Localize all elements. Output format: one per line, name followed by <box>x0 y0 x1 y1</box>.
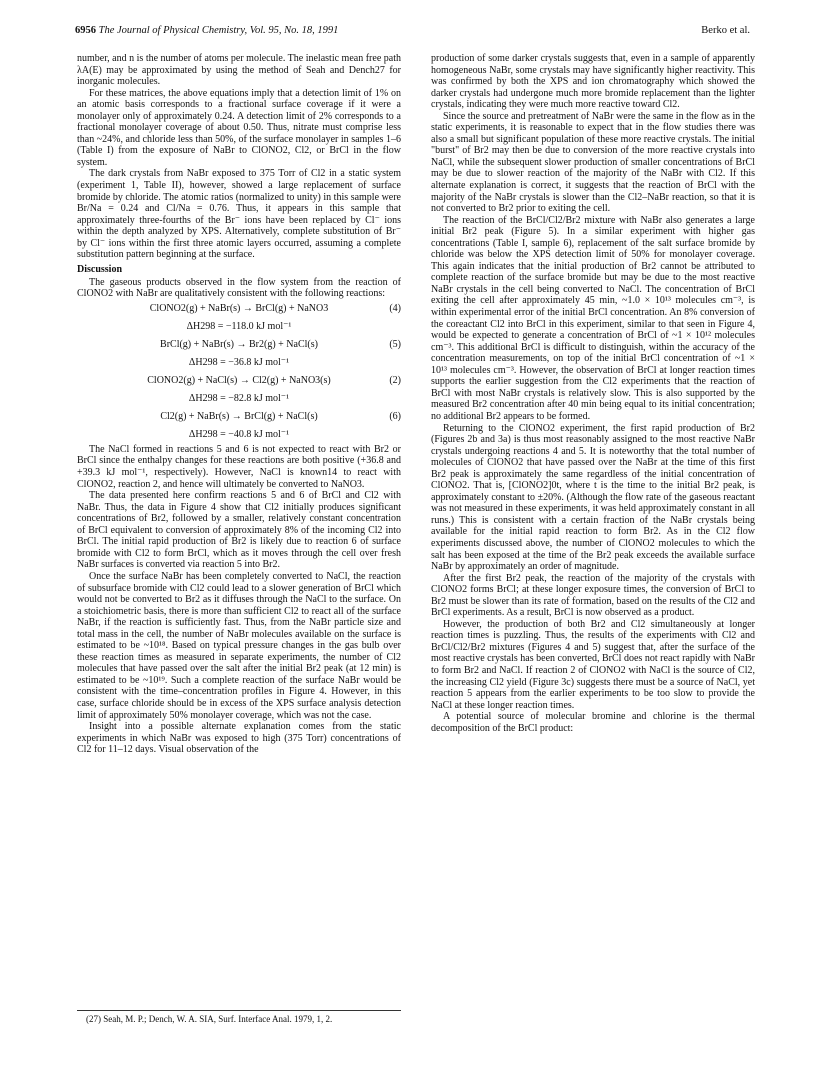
paragraph: number, and n is the number of atoms per molecule. The inelastic mean free path λA(E) may be approximated by using the method of Seah and Dench27 for inorganic molecules. <box>77 53 401 88</box>
equation-text: BrCl(g) + NaBr(s) → Br2(g) + NaCl(s) <box>160 338 318 350</box>
equation-number: (6) <box>389 410 401 422</box>
equation-number: (2) <box>389 374 401 386</box>
right-column <box>431 53 755 734</box>
equation-text: Cl2(g) + NaBr(s) → BrCl(g) + NaCl(s) <box>160 410 318 422</box>
paragraph: After the first Br2 peak, the reaction of the majority of the crystals with ClONO2 forms BrCl; at these longer exposure times, the conversion of BrCl to Br2 must be slower than its rate of formation, based on the results of the Cl2 and BrCl experiments. As a result, BrCl is now observed as a product. <box>431 572 755 619</box>
enthalpy-value: ΔH298 = −118.0 kJ mol⁻¹ <box>186 320 292 332</box>
footnote: (27) Seah, M. P.; Dench, W. A. SIA, Surf. Interface Anal. 1979, 1, 2. <box>86 1014 333 1024</box>
paragraph: For these matrices, the above equations imply that a detection limit of 1% on an atomic basis corresponds to a fractional surface coverage if it were a monolayer only of approximately 0.24. A detection limit of 2% corresponds to a fractional monolayer coverage of about 0.50. Thus, nitrate must comprise less than ~24%, and chloride less than 50%, of the surface monolayer in samples 1–6 (Table I) from the exposure of NaBr to ClONO2, Cl2, or BrCl in the flow system. <box>77 87 401 168</box>
equation <box>77 336 401 354</box>
paragraph: Since the source and pretreatment of NaBr were the same in the flow as in the static experiments, it is reasonable to expect that in the flow studies there was also a small but significant population of these more reactive crystals. The initial "burst" of Br2 may then be due to conversion of the more reactive crystals into NaCl, while the subsequent slower production of smaller concentrations of BrCl may be due to slower reaction of the majority of the NaBr with Cl2. If this alternate explanation is correct, it suggests that the reaction of BrCl with the majority of the NaBr crystals is slower than the Cl2–NaBr reaction, so that it is not converted to Br2 prior to exiting the cell. <box>431 110 755 215</box>
journal-citation: The Journal of Physical Chemistry, Vol. 95, No. 18, 1991 <box>98 25 339 36</box>
page-number: 6956 <box>75 25 96 36</box>
equation <box>77 408 401 426</box>
paragraph: The gaseous products observed in the flow system from the reaction of ClONO2 with NaBr are qualitatively consistent with the following reactions: <box>77 276 401 300</box>
paragraph: The NaCl formed in reactions 5 and 6 is not expected to react with Br2 or BrCl since the enthalpy changes for these reactions are both positive (+36.8 and +39.3 kJ mol⁻¹, respectively). However, NaCl is known14 to react with ClONO2, reaction 2, and hence will ultimately be converted to NaNO3. <box>77 443 401 490</box>
paragraph: A potential source of molecular bromine and chlorine is the thermal decomposition of the BrCl product: <box>431 711 755 734</box>
equation <box>77 300 401 318</box>
section-heading: Discussion <box>77 263 123 275</box>
paragraph: Returning to the ClONO2 experiment, the first rapid production of Br2 (Figures 2b and 3a) is thus most reasonably assigned to the most reactive NaBr crystals undergoing reactions 4 and 5. It is noteworthy that the total number of molecules of ClONO2 that have passed over the NaBr at the time of this first Br2 peak is approximately the same regardless of the initial concentration of ClONO2. That is, [ClONO2]0t, where t is the time to the initial Br2 peak, is approximately constant to ±20%. (Although the flow rate of the gaseous reactant was not measured in these experiments, it was held approximately constant in all runs.) This is consistent with a certain fraction of the NaBr crystals being available for the initial rapid reaction to form Br2. As in the Cl2 flow experiments discussed above, the number of ClONO2 molecules to which the salt has been exposed at the time of the Br2 peak exceeds the available surface NaBr by approximately an order of magnitude. <box>431 422 755 573</box>
paragraph: The dark crystals from NaBr exposed to 375 Torr of Cl2 in a static system (experiment 1, Table II), however, showed a large replacement of surface bromide by chloride. The atomic ratios (normalized to unity) in this sample were Br/Na = 0.24 and Cl/Na = 0.76. Thus, it appears in this sample that approximately three-fourths of the Br⁻ ions have been replaced by Cl⁻ ions within the depth analyzed by XPS. Alternatively, complete substitution of Br⁻ by Cl⁻ ions within the first three atomic layers occurred, assuming a complete substitution pattern beginning at the surface. <box>77 168 401 261</box>
paragraph: However, the production of both Br2 and Cl2 simultaneously at longer reaction times is puzzling. Thus, the results of the experiments with Cl2 and BrCl/Cl2/Br2 mixtures (Figures 4 and 5) suggest that, after the surface of the most reactive crystals has been converted, BrCl does not react rapidly with NaBr to form Br2 and NaCl. If reaction 2 of ClONO2 with NaCl is the source of Cl2, the increasing Cl2 yield (Figure 3c) suggests there must be a source of NaCl, yet reaction 5 appears from the earlier experiments to be too slow to provide the NaCl at these longer reaction times. <box>431 618 755 711</box>
running-authors: Berko et al. <box>701 25 750 36</box>
page-header <box>75 25 750 41</box>
enthalpy-value: ΔH298 = −82.8 kJ mol⁻¹ <box>188 392 290 404</box>
paragraph: Once the surface NaBr has been completely converted to NaCl, the reaction of subsurface bromide with Cl2 could lead to a slower generation of BrCl which would not be converted to Br2 as it diffuses through the NaCl to the surface. On a stoichiometric basis, there is more than sufficient Cl2 to react all of the surface NaBr, if the reaction is sufficiently fast. Thus, from the NaBr particle size and total mass in the cell, the number of NaBr molecules available on the surface is estimated to be ~10¹⁸. Based on typical pressure changes in the gas bulb over these reaction times as measured in separate experiments, the number of Cl2 molecules that have passed over the salt after the initial Br2 peak (at 12 min) is estimated to be ~10¹⁹. Such a complete reaction of the surface NaBr would be consistent with the time–concentration profiles in Figure 4. However, in this case, surface chloride should be in excess of the XPS surface analysis detection limit of approximately 50% monolayer coverage, which was not the case. <box>77 570 401 721</box>
paragraph: The reaction of the BrCl/Cl2/Br2 mixture with NaBr also generates a large initial Br2 peak (Figure 5). In a similar experiment with higher gas concentrations (Table I, sample 6), replacement of the salt surface bromide by chloride was below the XPS detection limit of 50% for monolayer coverage. This again indicates that the initial production of Br2 cannot be attributed to complete reaction of the surface bromide but may be due to the most reactive NaBr crystals in the cell being converted to NaCl. The concentration of BrCl exiting the cell after approximately 45 min, ~1.0 × 10¹³ molecules cm⁻³, is within experimental error of the initial BrCl concentration. An 8% conversion of the coreactant Cl2 into BrCl in this experiment, similar to that seen in Figure 4, would be expected to generate a concentration of BrCl of ~1 × 10¹² molecules cm⁻³. This additional BrCl is difficult to distinguish, within the accuracy of the concentration measurements, on top of the initial BrCl concentration of ~1 × 10¹³ molecules cm⁻³. However, the observation of BrCl at longer reaction times supports the earlier suggestion from the Cl2 experiments that the reaction of BrCl with most NaBr crystals is relatively slow. This is also supported by the measured Br2 concentration after 40 min being equal to its initial concentration; no additional Br2 appears to be formed. <box>431 214 755 422</box>
footnote-rule <box>77 1010 401 1011</box>
paragraph: production of some darker crystals suggests that, even in a sample of apparently homogeneous NaBr, some crystals may have significantly higher reactivity. This was confirmed by both the XPS and ion chromatography which showed the darker crystals had undergone much more bromide replacement than the lighter crystals, indicating they were much more reactive toward Cl2. <box>431 53 755 111</box>
enthalpy-value: ΔH298 = −40.8 kJ mol⁻¹ <box>188 428 290 440</box>
equation-text: ClONO2(g) + NaBr(s) → BrCl(g) + NaNO3 <box>149 302 329 314</box>
equation-number: (4) <box>389 302 401 314</box>
equation-number: (5) <box>389 338 401 350</box>
equation <box>77 372 401 390</box>
enthalpy-value: ΔH298 = −36.8 kJ mol⁻¹ <box>188 356 290 368</box>
paragraph: Insight into a possible alternate explanation comes from the static experiments in which NaBr was exposed to high (375 Torr) concentrations of Cl2 for 11–12 days. Visual observation of the <box>77 721 401 756</box>
paragraph: The data presented here confirm reactions 5 and 6 of BrCl and Cl2 with NaBr. Thus, the data in Figure 4 show that Cl2 initially produces significant concentrations of Br2, followed by a smaller, relatively constant concentration of BrCl equivalent to conversion of approximately 8% of the incoming Cl2 into BrCl. The initial rapid production of Br2 is likely due to reaction 6 of surface bromide with Cl2 to form BrCl, which as it moves through the cell over fresh NaBr surfaces is converted via reaction 5 into Br2. <box>77 490 401 571</box>
equation-text: ClONO2(g) + NaCl(s) → Cl2(g) + NaNO3(s) <box>147 374 331 386</box>
left-column <box>77 53 401 756</box>
